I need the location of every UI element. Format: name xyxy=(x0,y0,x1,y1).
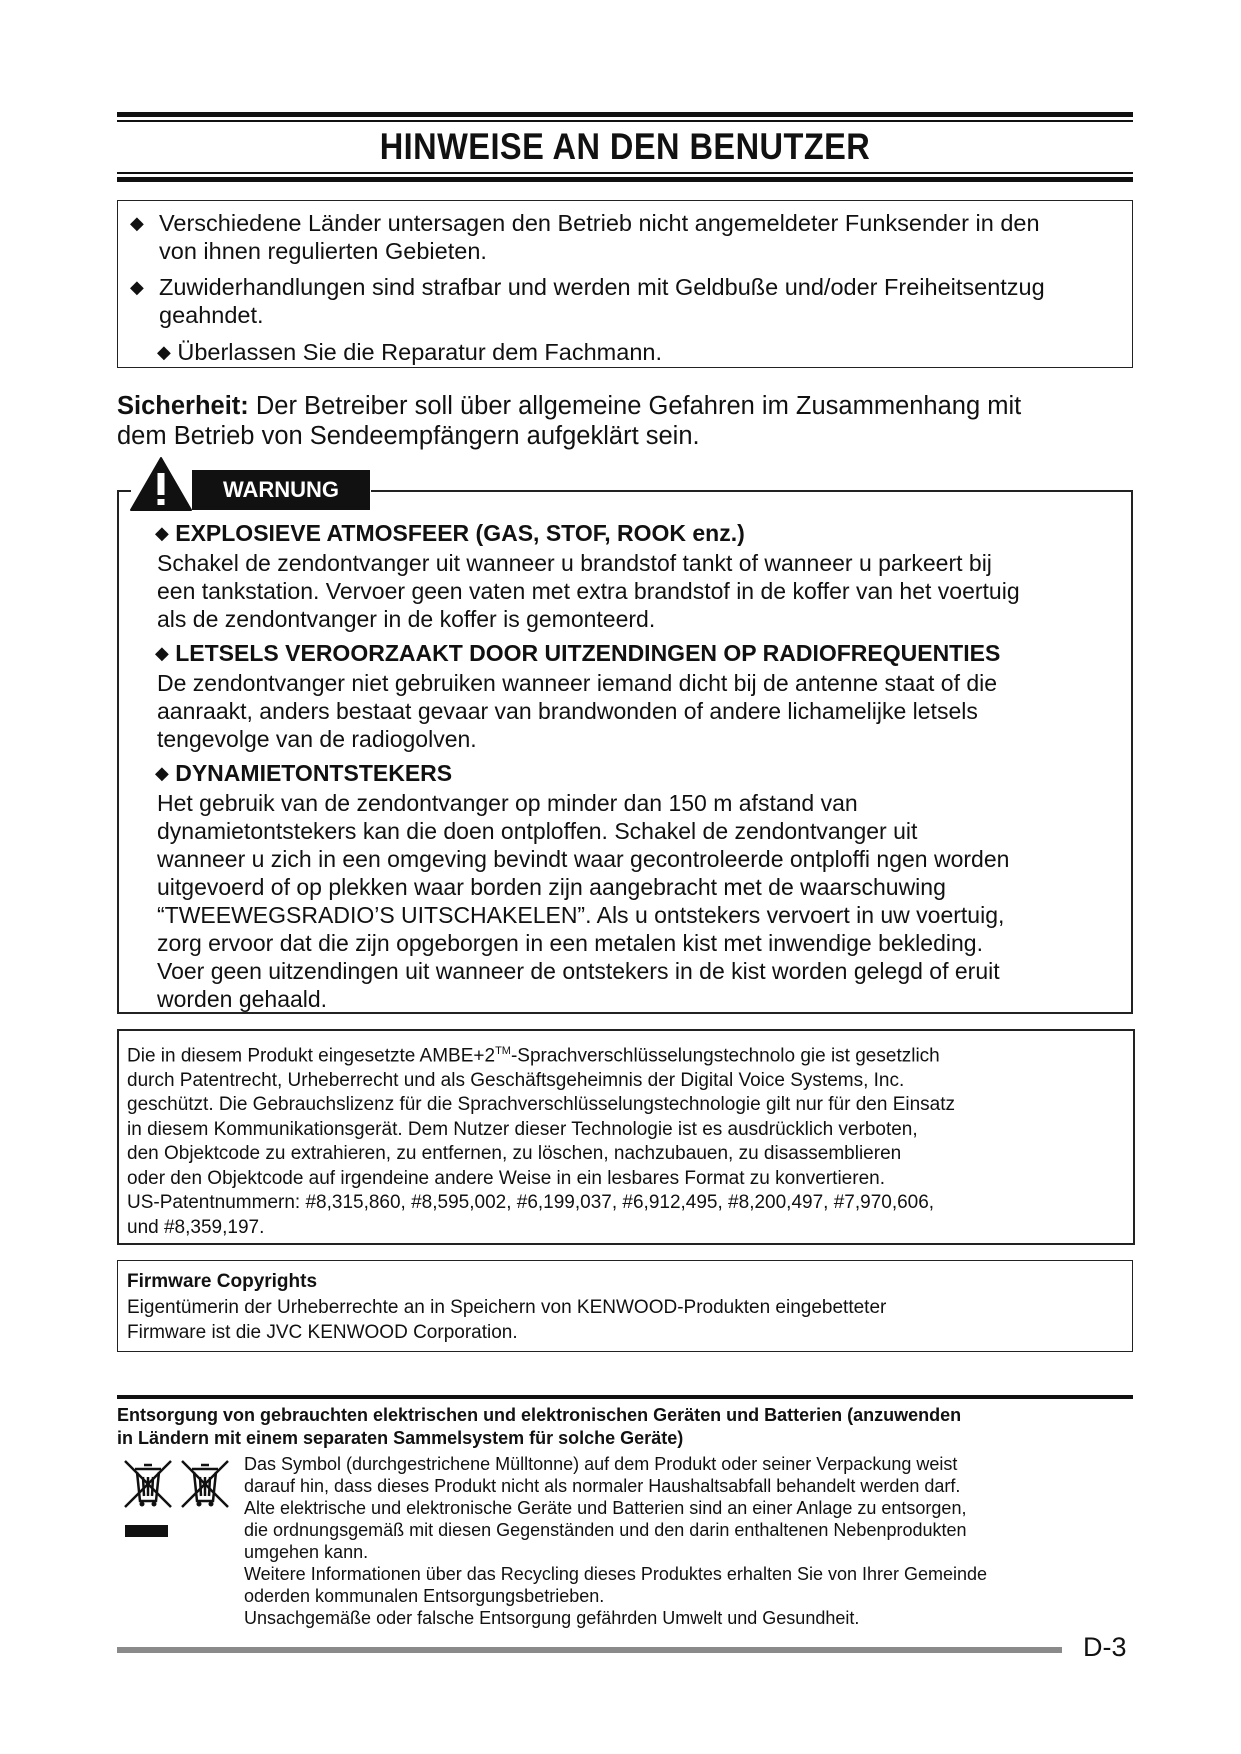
disposal-bar-icon xyxy=(125,1525,168,1537)
diamond-bullet-icon: ◆ xyxy=(155,763,169,783)
diamond-bullet-icon: ◆ xyxy=(130,277,144,297)
page-number: D-3 xyxy=(1083,1632,1127,1662)
notice-item-1-text: Verschiedene Länder untersagen den Betrieb nicht angemeldeter Funksender in den von ihnen regulierten Gebieten. xyxy=(159,210,1040,264)
diamond-bullet-icon: ◆ xyxy=(157,342,171,362)
crossed-bin-battery-icon xyxy=(178,1457,232,1511)
warning-section-heading: ◆ LETSELS VEROORZAAKT DOOR UITZENDINGEN OP RADIOFREQUENTIES xyxy=(155,640,1001,666)
warning-section-2: ◆ LETSELS VEROORZAAKT DOOR UITZENDINGEN OP RADIOFREQUENTIES De zendontvanger niet gebruiken wanneer iemand dicht bij de antenne staat of die aanraakt, anders bestaat gevaar van brandwonden of andere lichamelijke letsels tengevolge van de radiogolven. xyxy=(155,639,1125,753)
diamond-bullet-icon: ◆ xyxy=(155,643,169,663)
warning-label: WARNUNG xyxy=(192,470,370,510)
warning-section-heading: ◆ EXPLOSIEVE ATMOSFEER (GAS, STOF, ROOK enz.) xyxy=(155,520,745,546)
disposal-text: Das Symbol (durchgestrichene Mülltonne) auf dem Produkt oder seiner Verpackung weist darauf hin, dass dieses Produkt nicht als normaler Haushaltsabfall behandelt werden darf. Alte elektrische und elektronische Geräte und Batterien sind an einer Anlage zu entsorgen, die ordnungsgemäß mit diesen Gegenständen und den darin enthaltenen Nebenprodukten umgehen kann. Weitere Informationen über das Recycling dieses Produktes erhalten Sie von Ihrer Gemeinde oderden kommunalen Entsorgungsbetrieben. Unsachgemäße oder falsche Entsorgung gefährden Umwelt und Gesundheit. xyxy=(244,1454,988,1628)
title-rule-top-1 xyxy=(117,112,1133,117)
disposal-heading: Entsorgung von gebrauchten elektrischen und elektronischen Geräten und Batterien (anzuwenden in Ländern mit einem separaten Sammelsystem für solche Geräte) xyxy=(117,1405,962,1448)
diamond-bullet-icon: ◆ xyxy=(155,523,169,543)
safety-paragraph: Sicherheit: Der Betreiber soll über allgemeine Gefahren im Zusammenhang mit dem Betrieb von Sendeempfängern aufgeklärt sein. xyxy=(117,392,1022,450)
title-rule-bottom-2 xyxy=(117,177,1133,182)
warning-section-3: ◆ DYNAMIETONTSTEKERS Het gebruik van de zendontvanger op minder dan 150 m afstand van dynamietontstekers kan die doen ontploffen. Schakel de zendontvanger uit wanneer u zich in een omgeving bevindt waar gecontroleerde ontploffi ngen worden uitgevoerd of op plekken waar borden zijn aangebracht met de waarschuwing “TWEEWEGSRADIO’S UITSCHAKELEN”. Als u ontstekers vervoert in uw voertuig, zorg ervoor dat die zijn opgeborgen in een metalen kist met inwendige bekleding. Voer geen uitzendingen uit wanneer de ontstekers in de kist worden gelegd of eruit worden gehaald. xyxy=(155,759,1125,1013)
warning-section-1: ◆ EXPLOSIEVE ATMOSFEER (GAS, STOF, ROOK enz.) Schakel de zendontvanger uit wanneer u brandstof tankt of wanneer u parkeert bij een tankstation. Vervoer geen vaten met extra brandstof in de koffer van het voertuig als de zendontvanger in de koffer is gemonteerd. xyxy=(155,519,1125,633)
ambe-text: Die in diesem Produkt eingesetzte AMBE+2™-Sprachverschlüsselungstechnolo gie ist gesetzlich durch Patentrecht, Urheberrecht und als Geschäftsgeheimnis der Digital Voice Systems, Inc. geschützt. Die Gebrauchslizenz für die Sprachverschlüsselungstechnologie gilt nur für den Einsatz in diesem Kommunikationsgerät. Dem Nutzer dieser Technologie ist es ausdrücklich verboten, den Objektcode zu extrahieren, zu entfernen, zu löschen, nachzubauen, zu disassemblieren oder den Objektcode auf irgendeine andere Weise in ein lesbares Format zu konvertieren. US-Patentnummern: #8,315,860, #8,595,002, #6,199,037, #6,912,495, #8,200,497, #7,970,606, und #8,359,197. xyxy=(127,1045,956,1238)
notice-item-2-text: Zuwiderhandlungen sind strafbar und werden mit Geldbuße und/oder Freiheitsentzug geahndet. xyxy=(159,274,1045,328)
diamond-bullet-icon: ◆ xyxy=(130,213,144,233)
title-rule-top-2 xyxy=(117,120,1133,122)
footer-rule xyxy=(117,1647,1062,1653)
notice-item-3: ◆ Überlassen Sie die Reparatur dem Fachmann. xyxy=(157,339,662,365)
title-rule-bottom-1 xyxy=(117,172,1133,174)
notice-item-1 xyxy=(130,209,144,239)
safety-label: Sicherheit: xyxy=(117,392,249,420)
firmware-section: Firmware Copyrights Eigentümerin der Urheberrechte an in Speichern von KENWOOD-Produkten eingebetteter Firmware ist die JVC KENWOOD Corporation. xyxy=(127,1268,1127,1345)
page-title: HINWEISE AN DEN BENUTZER xyxy=(379,126,871,167)
firmware-heading: Firmware Copyrights xyxy=(127,1271,318,1292)
disposal-rule xyxy=(117,1395,1133,1399)
warning-section-heading: ◆ DYNAMIETONTSTEKERS xyxy=(155,760,453,786)
crossed-bin-icon xyxy=(121,1457,175,1511)
warning-triangle-icon xyxy=(129,456,193,512)
notice-item-2 xyxy=(130,273,144,303)
